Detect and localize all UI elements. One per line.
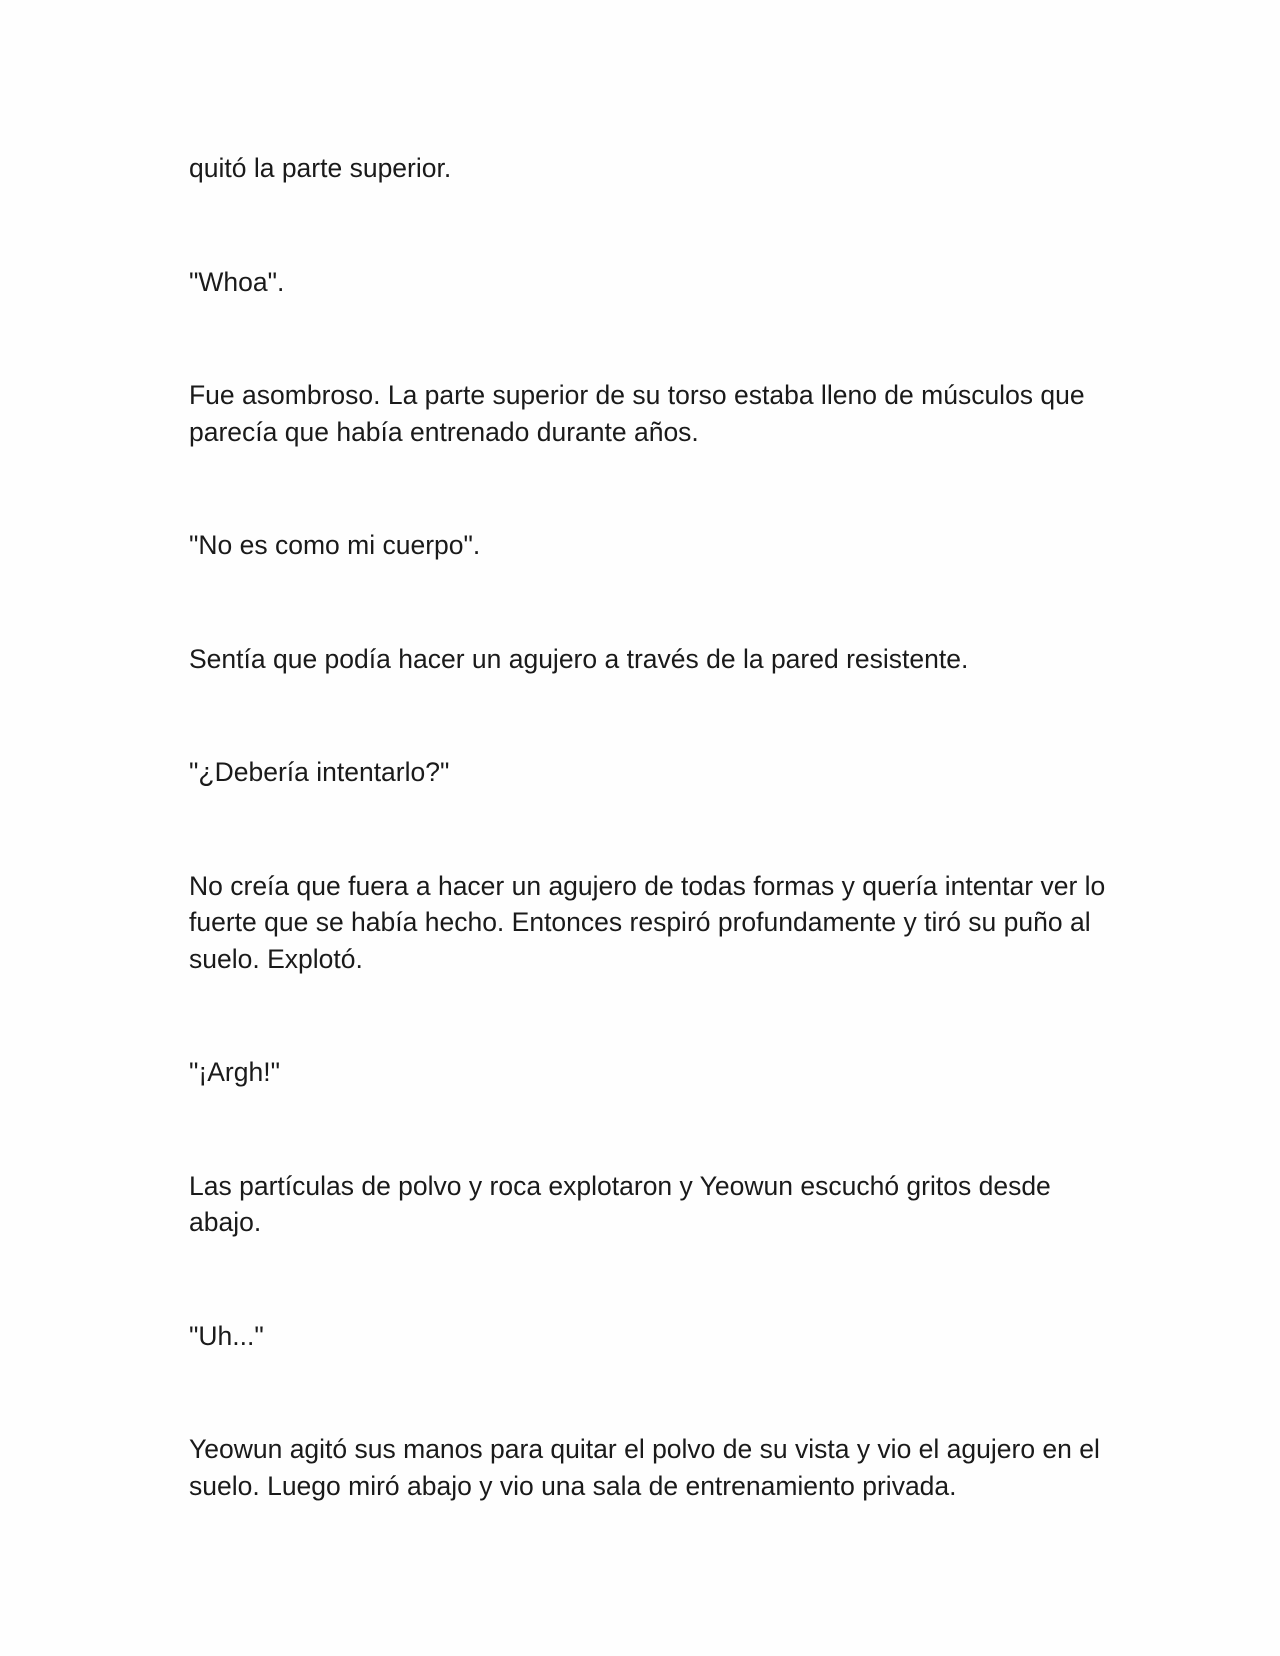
paragraph: Sentía que podía hacer un agujero a través de la pared resistente. (189, 643, 969, 674)
paragraph: Las partículas de polvo y roca explotaron y Yeowun escuchó gritos desde abajo. (189, 1170, 1051, 1237)
paragraph: quitó la parte superior. (189, 153, 452, 183)
dialogue-line: "Uh..." (189, 1320, 264, 1351)
dialogue-line: "¿Debería intentarlo?" (189, 757, 450, 787)
paragraph: Yeowun agitó sus manos para quitar el polvo de su vista y vio el agujero en el suelo. Luego miró abajo y vio una sala de entrenamiento privada. (189, 1434, 1100, 1501)
paragraph: Fue asombroso. La parte superior de su torso estaba lleno de músculos que parecía que había entrenado durante años. (189, 380, 1085, 447)
paragraph: No creía que fuera a hacer un agujero de todas formas y quería intentar ver lo fuerte que se había hecho. Entonces respiró profundamente y tiró su puño al suelo. Explotó. (189, 870, 1106, 974)
dialogue-line: "Whoa". (189, 266, 285, 297)
dialogue-line: "¡Argh!" (189, 1057, 280, 1087)
text-column (189, 150, 1109, 1504)
dialogue-line: "No es como mi cuerpo". (189, 530, 481, 560)
